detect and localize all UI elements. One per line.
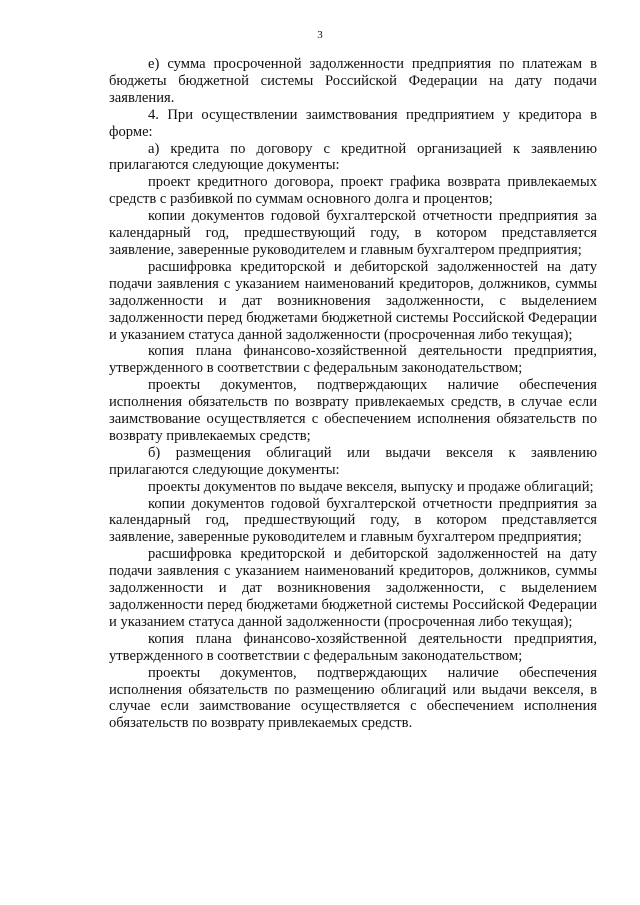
paragraph-section-4-borrowing: 4. При осуществлении заимствования предприятием у кредитора в форме: — [109, 106, 597, 140]
paragraph-security-documents: проекты документов, подтверждающих наличие обеспечения исполнения обязательств по возврату привлекаемых средств, в случае если заимствование осуществляется с обеспечением исполнения обязательств по возврату привлекаемых средств; — [109, 377, 597, 444]
paragraph-financial-plan-copy: копия плана финансово-хозяйственной деятельности предприятия, утвержденного в соответствии с федеральным законодательством; — [109, 343, 597, 377]
document-body — [109, 56, 597, 732]
paragraph-security-documents-b: проекты документов, подтверждающих наличие обеспечения исполнения обязательств по размещению облигаций или выдачи векселя, в случае если заимствование осуществляется с обеспечением исполнения обязательств по возврату привлекаемых средств. — [109, 664, 597, 732]
paragraph-item-b-bonds-bill: б) размещения облигаций или выдачи векселя к заявлению прилагаются следующие документы: — [109, 444, 597, 478]
paragraph-payables-receivables-breakdown: расшифровка кредиторской и дебиторской задолженностей на дату подачи заявления с указанием наименований кредиторов, должников, суммы задолженности и дат возникновения задолженности, с выделением задолженности перед бюджетами бюджетной системы Российской Федерации и указанием статуса данной задолженности (просроченная либо текущая); — [109, 258, 597, 343]
paragraph-bond-bill-drafts: проекты документов по выдаче векселя, выпуску и продаже облигаций; — [148, 478, 594, 495]
paragraph-payables-receivables-breakdown-b: расшифровка кредиторской и дебиторской задолженностей на дату подачи заявления с указанием наименований кредиторов, должников, суммы задолженности и дат возникновения задолженности, с выделением задолженности перед бюджетами бюджетной системы Российской Федерации и указанием статуса данной задолженности (просроченная либо текущая); — [109, 546, 597, 630]
paragraph-item-a-credit: а) кредита по договору с кредитной организацией к заявлению прилагаются следующие документы: — [109, 140, 597, 174]
paragraph-annual-accounts-copies: копии документов годовой бухгалтерской отчетности предприятия за календарный год, предшествующий году, в котором представляется заявление, заверенные руководителем и главным бухгалтером предприятия; — [109, 208, 597, 258]
paragraph-credit-agreement-draft: проект кредитного договора, проект графика возврата привлекаемых средств с разбивкой по суммам основного долга и процентов; — [109, 174, 597, 208]
paragraph-financial-plan-copy-b: копия плана финансово-хозяйственной деятельности предприятия, утвержденного в соответствии с федеральным законодательством; — [109, 630, 597, 664]
paragraph-annual-accounts-copies-b: копии документов годовой бухгалтерской отчетности предприятия за календарный год, предшествующий году, в котором представляется заявление, заверенные руководителем и главным бухгалтером предприятия; — [109, 495, 597, 546]
paragraph-item-e-overdue-debt: е) сумма просроченной задолженности предприятия по платежам в бюджеты бюджетной системы Российской Федерации на дату подачи заявления. — [109, 56, 597, 106]
page-number: 3 — [317, 29, 323, 41]
